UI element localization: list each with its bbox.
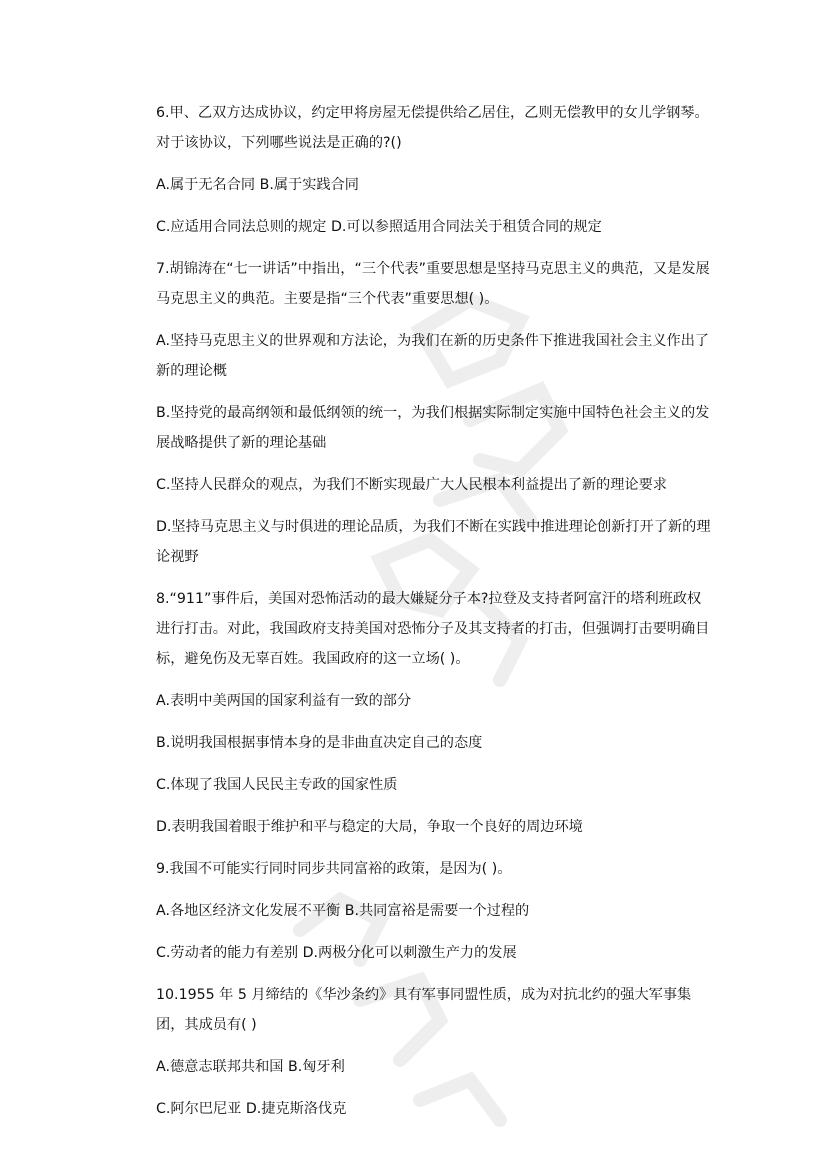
question-stem: 7.胡锦涛在“七一讲话”中指出，“三个代表”重要思想是坚持马克思主义的典范，又是发展马克思主义的典范。主要是指“三个代表”重要思想( )。	[156, 261, 710, 307]
question-option: D.坚持马克思主义与时俱进的理论品质，为我们不断在实践中推进理论创新打开了新的理论视野	[156, 519, 711, 565]
question-option: A.各地区经济文化发展不平衡 B.共同富裕是需要一个过程的	[156, 903, 530, 919]
question-9	[156, 854, 712, 968]
question-10	[156, 980, 712, 1124]
question-option: C.体现了我国人民民主专政的国家性质	[156, 777, 398, 793]
question-option: C.劳动者的能力有差别 D.两极分化可以刺激生产力的发展	[156, 945, 517, 961]
question-option: C.应适用合同法总则的规定 D.可以参照适用合同法关于租赁合同的规定	[156, 219, 602, 235]
question-option: C.坚持人民群众的观点，为我们不断实现最广大人民根本利益提出了新的理论要求	[156, 477, 667, 493]
question-7	[156, 254, 712, 572]
question-stem: 9.我国不可能实行同时同步共同富裕的政策，是因为( )。	[156, 861, 512, 877]
question-8	[156, 584, 712, 842]
question-stem: 10.1955 年 5 月缔结的《华沙条约》具有军事同盟性质，成为对抗北约的强大军事集团，其成员有( )	[156, 987, 692, 1033]
question-option: A.德意志联邦共和国 B.匈牙利	[156, 1059, 345, 1075]
question-stem: 8.“911”事件后，美国对恐怖活动的最大嫌疑分子本?拉登及支持者阿富汗的塔利班政权进行打击。对此，我国政府支持美国对恐怖分子及其支持者的打击，但强调打击要明确目标，避免伤及无辜百姓。我国政府的这一立场( )。	[156, 591, 710, 667]
question-option: A.属于无名合同 B.属于实践合同	[156, 177, 359, 193]
question-6	[156, 98, 712, 242]
question-option: A.坚持马克思主义的世界观和方法论，为我们在新的历史条件下推进我国社会主义作出了新的理论概	[156, 333, 710, 379]
question-option: C.阿尔巴尼亚 D.捷克斯洛伐克	[156, 1101, 347, 1117]
question-option: B.说明我国根据事情本身的是非曲直决定自己的态度	[156, 735, 483, 751]
question-option: D.表明我国着眼于维护和平与稳定的大局，争取一个良好的周边环境	[156, 819, 583, 835]
question-stem: 6.甲、乙双方达成协议，约定甲将房屋无偿提供给乙居住，乙则无偿教甲的女儿学钢琴。对于该协议，下列哪些说法是正确的?()	[156, 105, 709, 151]
question-option: A.表明中美两国的国家利益有一致的部分	[156, 693, 412, 709]
question-option: B.坚持党的最高纲领和最低纲领的统一，为我们根据实际制定实施中国特色社会主义的发展战略提供了新的理论基础	[156, 405, 710, 451]
document-content	[156, 98, 712, 1136]
